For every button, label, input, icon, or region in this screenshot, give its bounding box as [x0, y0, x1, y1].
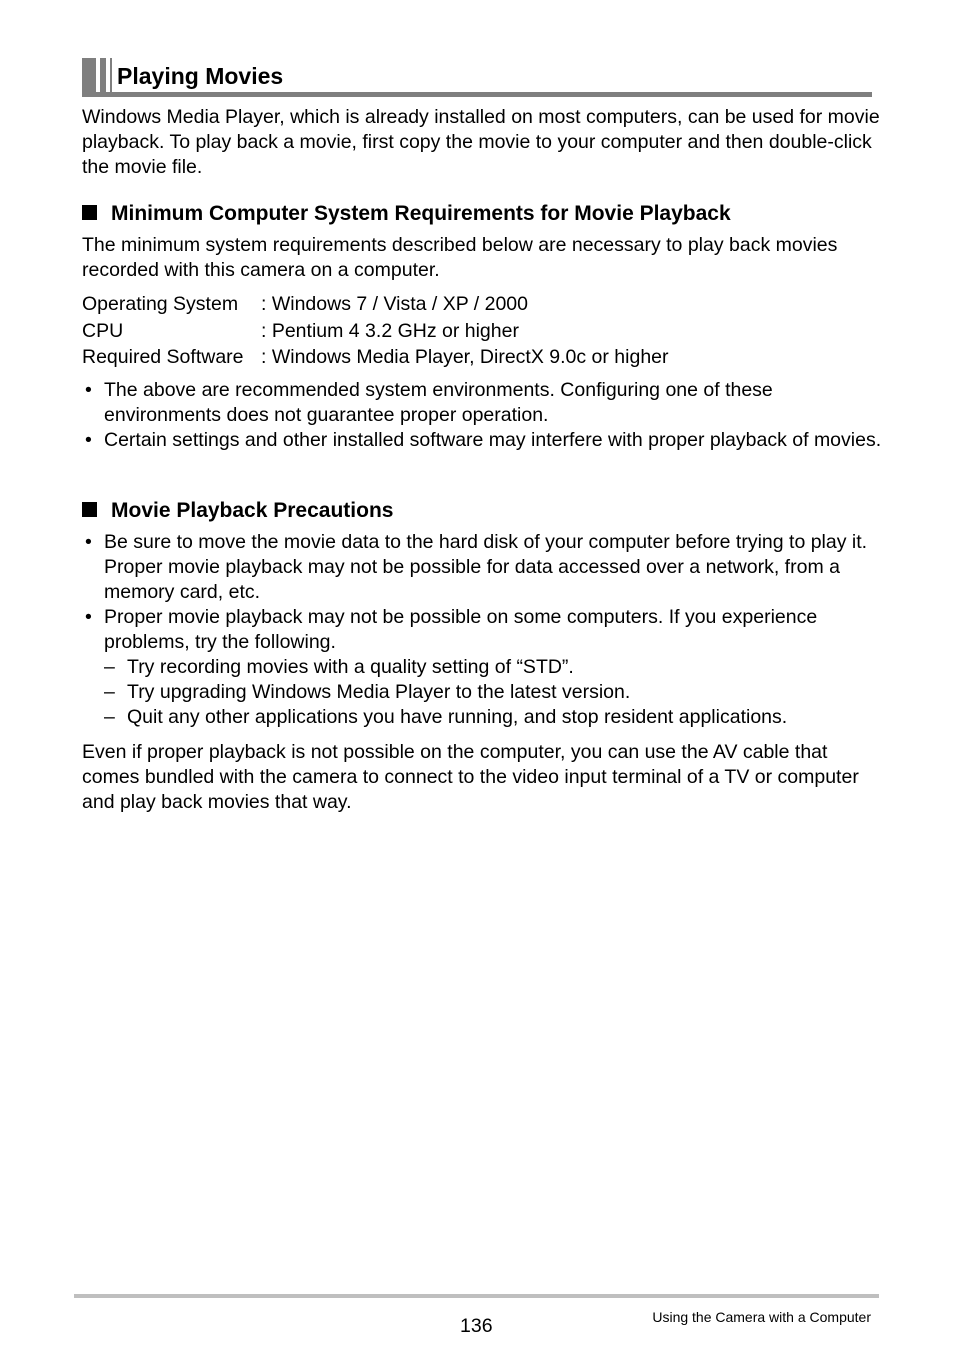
sub-list-item-text: Quit any other applications you have running, and stop resident applications. — [127, 706, 788, 728]
square-bullet-icon — [82, 205, 97, 220]
bullet-marker: • — [85, 429, 92, 451]
list-item — [82, 530, 882, 605]
sub-list-item-text: Try upgrading Windows Media Player to the latest version. — [127, 681, 631, 703]
dash-marker: – — [104, 656, 115, 678]
square-bullet-icon — [82, 502, 97, 517]
requirements-description-text: The minimum system requirements described below are necessary to play back movies recorded with this camera on a computer. — [82, 234, 838, 281]
closing-text: Even if proper playback is not possible on the computer, you can use the AV cable that comes bundled with the camera to connect to the video input terminal of a TV or computer and play back movies that way. — [82, 741, 859, 813]
bullet-marker: • — [85, 379, 92, 401]
header-bar-decoration — [82, 58, 96, 92]
header-bar-decoration — [110, 58, 112, 92]
requirement-value: : Pentium 4 3.2 GHz or higher — [261, 319, 519, 342]
requirement-row — [82, 318, 882, 345]
sub-list-item — [82, 680, 882, 705]
requirement-row — [82, 344, 882, 371]
header-bar-decoration — [100, 58, 106, 92]
requirement-label: CPU — [82, 319, 124, 342]
requirement-label: Operating System — [82, 293, 239, 315]
sub-list-item — [82, 655, 882, 680]
list-item-text: Be sure to move the movie data to the hard disk of your computer before trying to play it. Proper movie playback may not be possible for data accessed over a network, from a memory card, etc. — [104, 531, 868, 603]
closing-paragraph — [82, 740, 882, 815]
intro-paragraph — [82, 105, 882, 180]
dash-marker: – — [104, 706, 115, 728]
header-underline — [82, 92, 872, 97]
list-item-text: Certain settings and other installed software may interfere with proper playback of movies. — [104, 429, 882, 451]
requirements-notes — [82, 378, 882, 453]
bullet-marker: • — [85, 606, 92, 628]
requirement-label: Required Software — [82, 346, 244, 368]
section-header — [82, 58, 872, 98]
requirements-heading — [82, 201, 731, 227]
requirements-description — [82, 233, 882, 283]
list-item — [82, 605, 882, 655]
requirement-value: : Windows 7 / Vista / XP / 2000 — [261, 293, 529, 315]
bullet-marker: • — [85, 531, 92, 553]
requirements-heading-text: Minimum Computer System Requirements for Movie Playback — [111, 202, 731, 225]
dash-marker: – — [104, 681, 115, 703]
precautions-heading-text: Movie Playback Precautions — [111, 499, 394, 522]
list-item — [82, 378, 882, 428]
requirement-row — [82, 291, 882, 318]
requirement-value: : Windows Media Player, DirectX 9.0c or higher — [261, 346, 669, 368]
intro-text: Windows Media Player, which is already installed on most computers, can be used for movie playback. To play back a movie, first copy the movie to your computer and then double-click the movie file. — [82, 106, 880, 178]
requirements-table — [82, 291, 882, 371]
precautions-list — [82, 530, 882, 730]
list-item-text: The above are recommended system environments. Configuring one of these environments does not guarantee proper operation. — [104, 379, 773, 426]
sub-list-item-text: Try recording movies with a quality setting of “STD”. — [127, 656, 574, 678]
page-number: 136 — [460, 1315, 493, 1337]
list-item — [82, 428, 882, 453]
list-item-text: Proper movie playback may not be possible on some computers. If you experience problems, try the following. — [104, 606, 818, 653]
sub-list-item — [82, 705, 882, 730]
footer-chapter-title: Using the Camera with a Computer — [652, 1309, 871, 1325]
precautions-heading — [82, 498, 393, 524]
footer-divider — [74, 1294, 879, 1298]
section-title: Playing Movies — [117, 63, 284, 89]
